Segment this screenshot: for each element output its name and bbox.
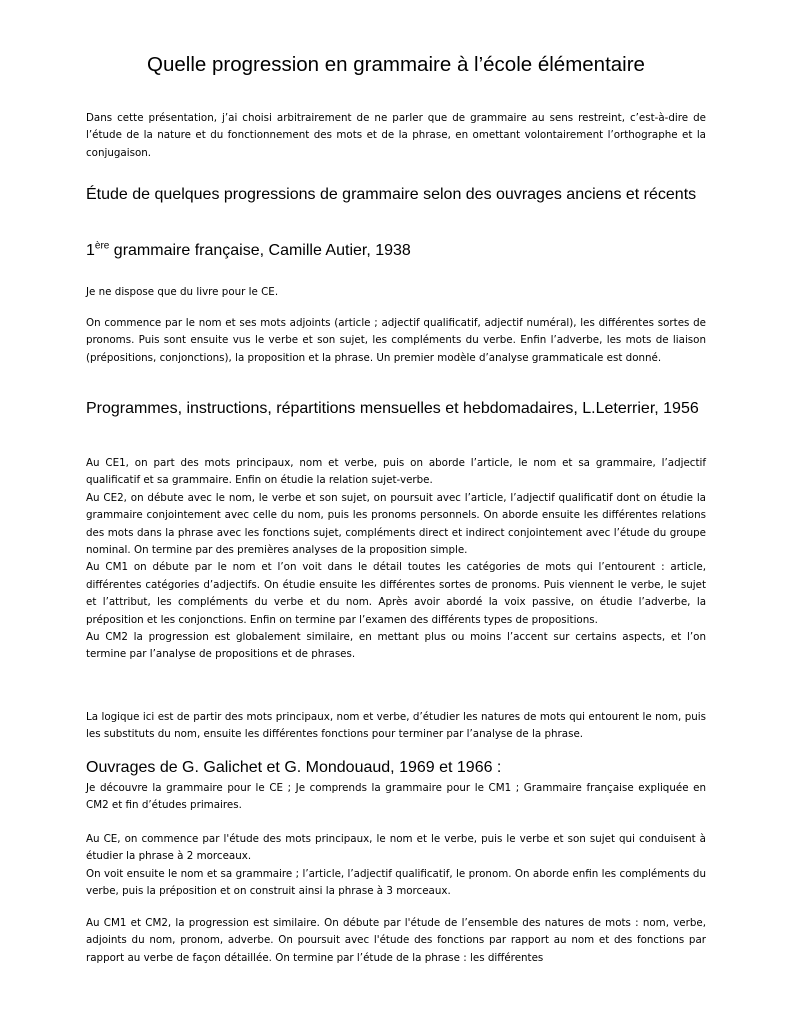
autier-paragraph-2: On commence par le nom et ses mots adjoints (article ; adjectif qualificatif, adjectif numéral), les différentes sortes de pronoms. Puis sont ensuite vus le verbe et son sujet, les compléments du verbe. Enfin l’adverbe, les mots de liaison (prépositions, conjonctions), la proposition et la phrase. Un premier modèle d’analyse grammaticale est donné. [86, 317, 706, 364]
leterrier-block [86, 455, 706, 664]
galichet-heading: Ouvrages de G. Galichet et G. Mondouaud, 1969 et 1966 : [86, 759, 502, 776]
section-heading: Étude de quelques progressions de grammaire selon des ouvrages anciens et récents [86, 186, 697, 203]
leterrier-heading: Programmes, instructions, répartitions mensuelles et hebdomadaires, L.Leterrier, 1956 [86, 400, 699, 417]
galichet-ce-2: On voit ensuite le nom et sa grammaire ; l’article, l’adjectif qualificatif, le pronom. On aborde enfin les compléments du verbe, puis la préposition et on construit ainsi la phrase à 3 morceaux. [86, 867, 706, 898]
leterrier-logic-paragraph: La logique ici est de partir des mots principaux, nom et verbe, d’étudier les natures de mots qui entourent le nom, puis les substituts du nom, ensuite les différentes fonctions pour terminer par l’analyse de la phrase. [86, 711, 706, 741]
galichet-ce-1: Au CE, on commence par l'étude des mots principaux, le nom et le verbe, puis le verbe et son sujet qui conduisent à étudier la phrase à 2 morceaux. [86, 833, 706, 863]
leterrier-ce2: Au CE2, on débute avec le nom, le verbe et son sujet, on poursuit avec l’article, l’adjectif qualificatif dont on étudie la grammaire conjointement avec celle du nom, puis les pronoms personnels. On aborde ensuite les différentes relations des mots dans la phrase avec les fonctions sujet, compléments direct et indirect conjointement avec l’étude du groupe nominal. On termine par des premières analyses de la proposition simple. [86, 491, 706, 557]
galichet-cm-paragraph: Au CM1 et CM2, la progression est similaire. On débute par l'étude de l’ensemble des natures de mots : nom, verbe, adjoints du nom, pronom, adverbe. On poursuit avec l'étude des fonctions par rapport au nom et des fonctions par rapport au verbe de façon détaillée. On termine par l’étude de la phrase : les différentes [86, 917, 706, 964]
galichet-paragraph-1: Je découvre la grammaire pour le CE ; Je comprends la grammaire pour le CM1 ; Grammaire française expliquée en CM2 et fin d’études primaires. [86, 782, 706, 812]
autier-heading [86, 241, 706, 261]
leterrier-cm1: Au CM1 on débute par le nom et l’on voit dans le détail toutes les catégories de mots qui l’entourent : article, différentes catégories d’adjectifs. On étudie ensuite les différentes sortes de pronoms. Puis viennent le verbe, le sujet et l’attribut, les compléments du verbe et du nom. Après avoir abordé la voix passive, on étudie l’adverbe, la préposition et les conjonctions. Enfin on termine par l’examen des différents types de propositions. [86, 561, 706, 626]
autier-heading-superscript: ère [94, 240, 110, 252]
leterrier-cm2: Au CM2 la progression est globalement similaire, en mettant plus ou moins l’accent sur certains aspects, et l’on termine par l’analyse de propositions et de phrases. [86, 631, 706, 661]
galichet-ce-block [86, 831, 706, 901]
document-title: Quelle progression en grammaire à l’école élémentaire [147, 53, 645, 76]
autier-heading-number: 1 [86, 242, 95, 259]
intro-paragraph: Dans cette présentation, j’ai choisi arbitrairement de ne parler que de grammaire au sens restreint, c’est-à-dire de l’étude de la nature et du fonctionnement des mots et de la phrase, en omettant volontairement l’orthographe et la conjugaison. [86, 112, 706, 159]
autier-paragraph-1: Je ne dispose que du livre pour le CE. [86, 286, 279, 298]
leterrier-ce1: Au CE1, on part des mots principaux, nom et verbe, puis on aborde l’article, le nom et sa grammaire, l’adjectif qualificatif et sa grammaire. Enfin on étudie la relation sujet-verbe. [86, 457, 706, 487]
autier-heading-text: grammaire française, Camille Autier, 1938 [109, 242, 411, 259]
